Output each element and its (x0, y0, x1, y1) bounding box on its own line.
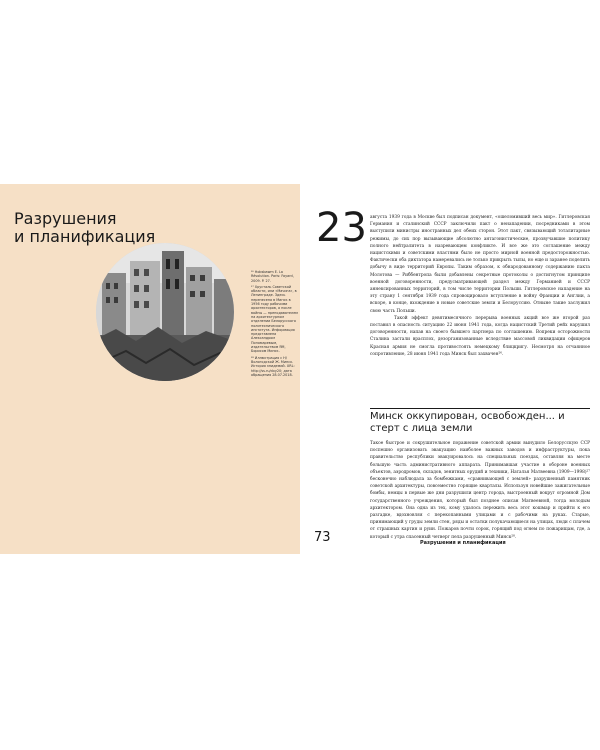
footnote: ²⁶ Hobsbawm E. La Révolution. Paris: Fayard, 2009. P. 27. (251, 270, 294, 283)
paragraph: августа 1939 года в Москве был подписан документ, «ошеломивший весь мир». Гитлеровская Германия и сталинский СССР заключили пакт о ненападении, посредниками в этом выступили министры иностранных дел обеих сторон. Этот пакт, связывающий тоталитарные режимы, до сих пор вызывающие абсолютно антагонистические, прозвучавшие политику полного нейтралитета в назревающем конфликте. И все же это соглашение между нацистскими и советскими властями было не просто мирной военной предосторожностью. Фактически оба диктатора намеревались не только прикрыть тылы, но еще и заранее поделить добычу в виде территорий Европы. Таким образом, к обнародованному содержанию пакта Молотова — Риббентропа были добавлены секретные протоколы о достигнутом принципе военной договоренности, предусматривающей раздел между Германией и СССР аннексированных территорий, в том числе территории Польши. Гитлеровское нападение на эту страну 1 сентября 1939 года спровоцировало вступление в войну Франции и Англии, а вскоре, в конце, вхождение в новые советские земли и Белоруссию. Отныне такие заслужил свою часть Польши. (370, 215, 590, 314)
running-head: Разрушения и планификация (420, 540, 506, 546)
section-divider (370, 408, 590, 409)
intro-text (370, 214, 590, 358)
drop-number: 23 (316, 205, 367, 251)
page-number: 73 (314, 530, 331, 545)
chapter-title (14, 210, 214, 246)
section-text (370, 440, 590, 541)
archival-city-photo (96, 243, 234, 381)
footnote: ²⁸ Иллюстрация с Н/ Вологодской Ж. Минск. История эпидемий. URL: http://ss.ru/dxy20; дата обращения 28.07.2018. (251, 355, 295, 377)
chapter-title-line2: и планификация (14, 227, 156, 246)
footnote: ²⁷ Хрусталь Советской области, или «Мачига», в Ленинграде. Здесь перенесена в Минск в 1956 году рабочими архитекторов, а после войны — преподавателем на архитектурном отделении Белорусского политехнического института. Информация представлена Александром Пономаревым, издательством ЯМ, Борисом Минск. (251, 284, 298, 354)
chapter-title-line1: Разрушения (14, 209, 117, 228)
paragraph: Такое быстрое и сокрушительное поражение советской армии вынудило Белорусскую ССР поспешно организовать эвакуацию наиболее важных заводов и инфраструктуры, пока правительство республики эвакуировалось на специальных поездах, оставляя на месте большую часть административного аппарата. Принимавшая участие в обороне военных объектов, аэродромов, складов, зенитных орудий и техники, Наталья Матвеевна (1909—1998)²⁷ бесконечно наблюдала за бомбежками, «сравнивающей с землей» разрушенный памятник советской архитектуры, повсеместно горящие кварталы. Используя новейшие зажигательные бомбы, немцы в первые же дни разрушили центр города, выстроенный вокруг огромной Дом государственного учреждения, который был позднее описан Матвеевной, тогда молодым архитектором. Она одна из тех, кому удалось пережить весь этот кошмар и прийти к его разгадке, вдохновляя с перекопанными улицами и с рабочими на руках. Старые, принимающий у груды земли стен, ряды и остатки полукачающиеся на улицах, люди с плачем от страшных картин и руин. Пожаров почти сорок, горящий под огнем по пожарищам, где, а который с утра спасенный четверг пела разрушенный Минск²⁸. (370, 441, 590, 540)
paragraph: Такой эффект девятимесячного перерыва военных акций все же второй раз поставил в опасность ситуацию 22 июня 1941 года, когда нацистский Третий рейх нарушил договоренности, напав на своего бывшего партнера по соглашению. Вопреки осторожности Сталина застали врасплох, дезорганизованные вследствие массовой ликвидации офицеров Красная армия не смогла противостоять немецкому блицкригу. Несмотря на отчаянное сопротивление, 28 июня 1941 года Минск был захвачен²⁶. (370, 315, 590, 357)
section-heading: Минск оккупирован, освобожден... и стерт с лица земли (370, 411, 565, 434)
footnotes (251, 270, 299, 379)
